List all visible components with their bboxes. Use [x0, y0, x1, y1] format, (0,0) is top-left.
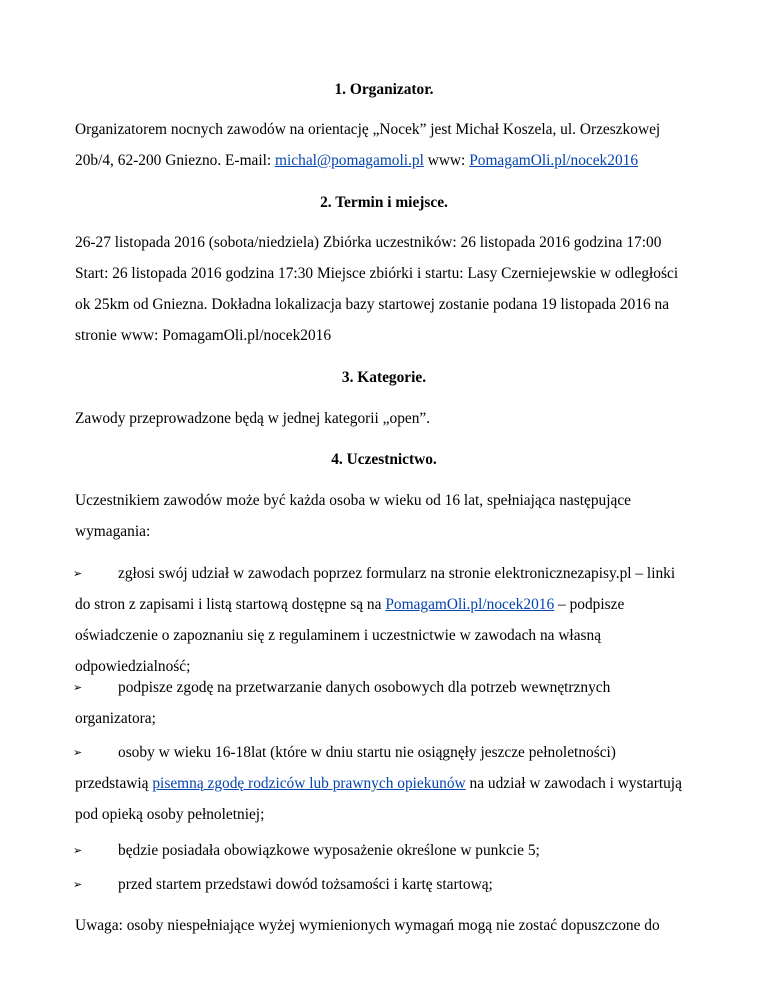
- organizer-line-1: Organizatorem nocnych zawodów na orientację „Nocek” jest Michał Koszela, ul. Orzeszkowej: [75, 121, 661, 138]
- uczestnictwo-intro-2: wymagania:: [75, 523, 151, 540]
- bullet-1-prefix: do stron z zapisami i listą startową dostępne są na: [75, 596, 386, 613]
- bullet-1-line-1: zgłosi swój udział w zawodach poprzez formularz na stronie elektronicznezapisy.pl – linki: [118, 565, 676, 582]
- bullet-3-line-2: [75, 774, 682, 794]
- section-heading-termin: 2. Termin i miejsce.: [320, 194, 448, 211]
- section-heading-uczestnictwo: 4. Uczestnictwo.: [331, 451, 437, 468]
- bullet-arrow-icon: ➢: [73, 746, 83, 759]
- termin-line-3: ok 25km od Gniezna. Dokładna lokalizacja bazy startowej zostanie podana 19 listopada 2016 na: [75, 296, 670, 313]
- kategorie-line-1: Zawody przeprowadzone będą w jednej kategorii „open”.: [75, 410, 431, 427]
- bullet-2-line-1: podpisze zgodę na przetwarzanie danych osobowych dla potrzeb wewnętrznych: [118, 679, 611, 696]
- termin-line-4: stronie www: PomagamOli.pl/nocek2016: [75, 327, 332, 344]
- organizer-line-2: [75, 151, 638, 171]
- website-link[interactable]: PomagamOli.pl/nocek2016: [469, 152, 639, 169]
- bullet-arrow-icon: ➢: [73, 844, 83, 857]
- bullet-arrow-icon: ➢: [73, 878, 83, 891]
- bullet-1-line-4: odpowiedzialność;: [75, 658, 191, 675]
- nocek-link[interactable]: PomagamOli.pl/nocek2016: [385, 596, 555, 613]
- section-heading-organizator: 1. Organizator.: [334, 81, 434, 98]
- www-label: www:: [423, 152, 470, 169]
- uczestnictwo-intro-1: Uczestnikiem zawodów może być każda osoba w wieku od 16 lat, spełniająca następujące: [75, 492, 631, 509]
- section-heading-kategorie: 3. Kategorie.: [341, 369, 427, 386]
- bullet-3-line-1: osoby w wieku 16-18lat (które w dniu startu nie osiągnęły jeszcze pełnoletności): [118, 744, 616, 761]
- uwaga-note: Uwaga: osoby niespełniające wyżej wymienionych wymagań mogą nie zostać dopuszczone do: [75, 917, 660, 934]
- termin-line-1: 26-27 listopada 2016 (sobota/niedziela) Zbiórka uczestników: 26 listopada 2016 godzina 17:00: [75, 234, 662, 251]
- bullet-1-line-2: [75, 595, 624, 615]
- bullet-1-line-3: oświadczenie o zapoznaniu się z regulaminem i uczestnictwie w zawodach na własną: [75, 627, 602, 644]
- bullet-3-line-3: pod opieką osoby pełnoletniej;: [75, 806, 265, 823]
- termin-line-2: Start: 26 listopada 2016 godzina 17:30 Miejsce zbiórki i startu: Lasy Czerniejewskie w odległości: [75, 265, 679, 282]
- bullet-arrow-icon: ➢: [73, 681, 83, 694]
- bullet-3-prefix: przedstawią: [75, 775, 153, 792]
- organizer-address: 20b/4, 62-200 Gniezno. E-mail:: [75, 152, 276, 169]
- bullet-3-suffix: na udział w zawodach i wystartują: [465, 775, 682, 792]
- parental-consent-link[interactable]: pisemną zgodę rodziców lub prawnych opiekunów: [152, 775, 466, 792]
- bullet-2-line-2: organizatora;: [75, 710, 156, 727]
- email-link[interactable]: michal@pomagamoli.pl: [275, 152, 424, 169]
- bullet-arrow-icon: ➢: [73, 567, 83, 580]
- bullet-1-suffix: – podpisze: [554, 596, 625, 613]
- bullet-5-line-1: przed startem przedstawi dowód tożsamości i kartę startową;: [118, 876, 493, 893]
- bullet-4-line-1: będzie posiadała obowiązkowe wyposażenie określone w punkcie 5;: [118, 842, 540, 859]
